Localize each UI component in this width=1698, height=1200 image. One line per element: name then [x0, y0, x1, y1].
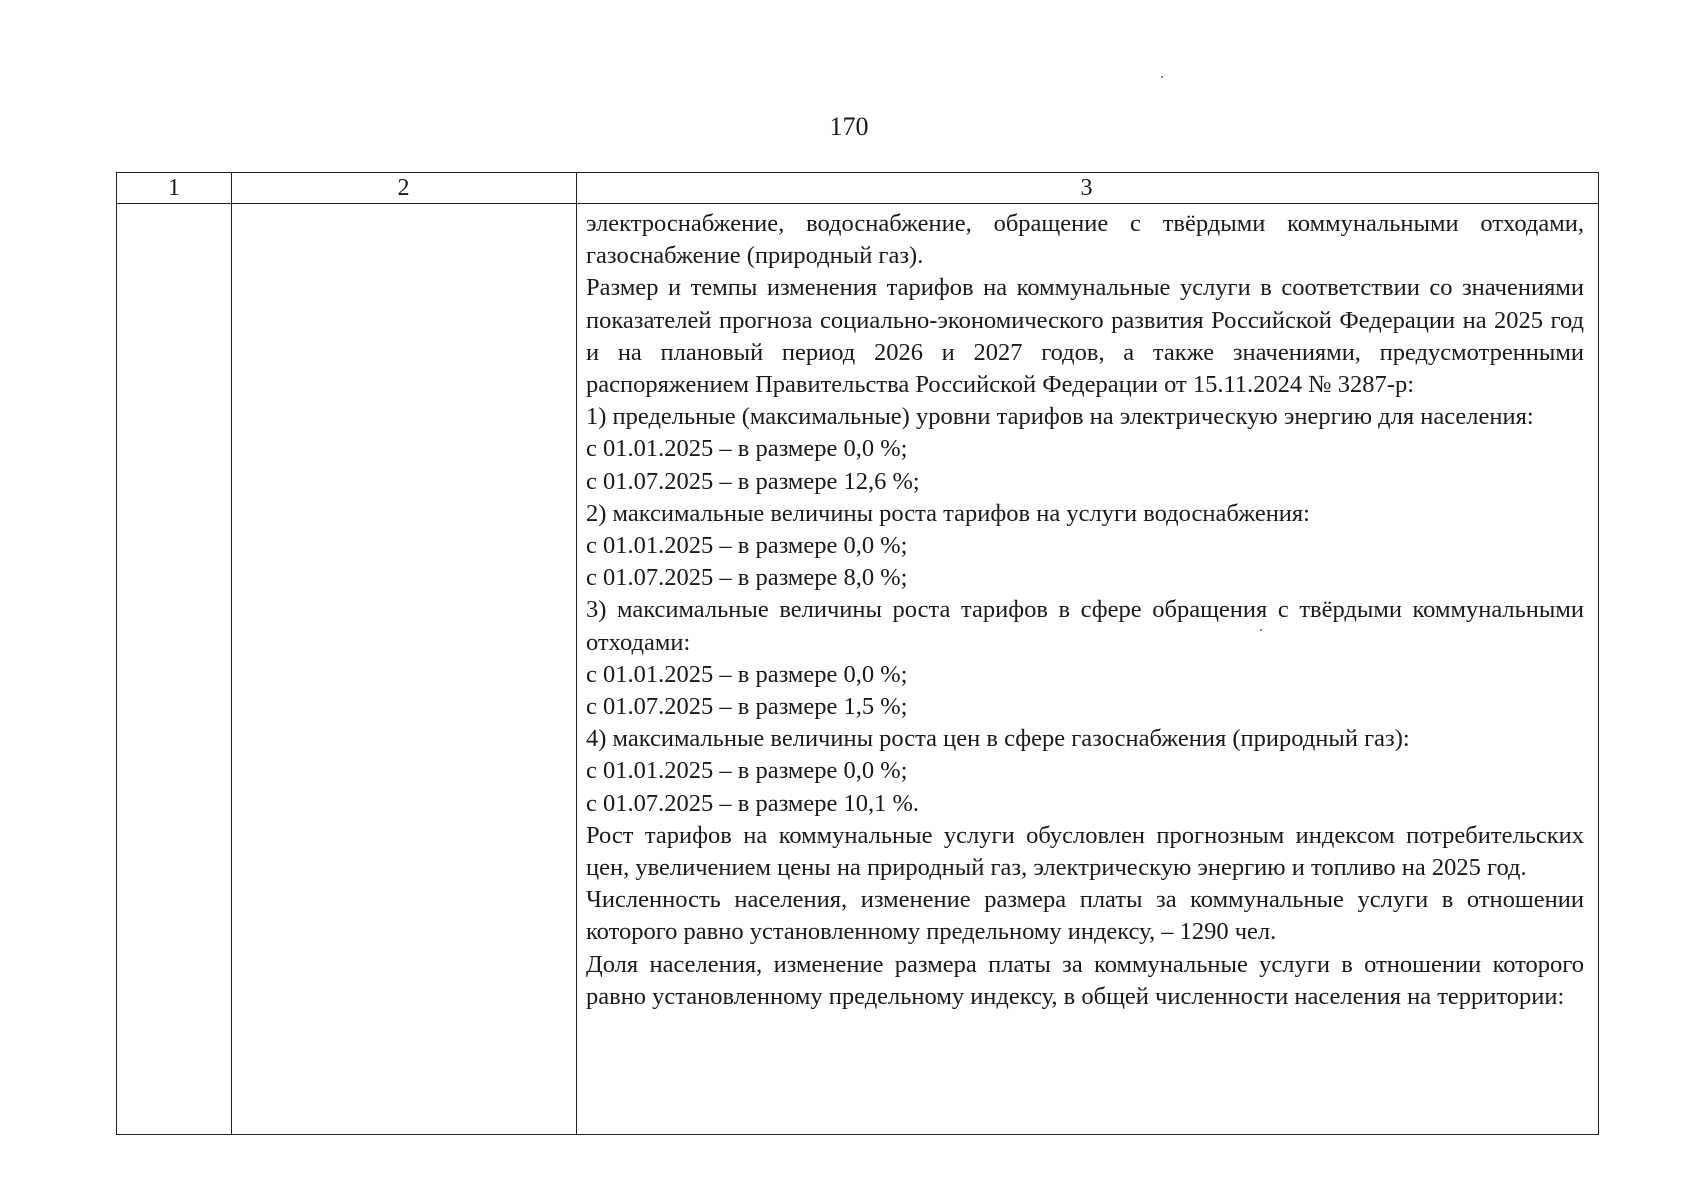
paragraph: с 01.07.2025 – в размере 8,0 %; [586, 564, 908, 592]
paragraph: Численность населения, изменение размера платы за коммунальные услуги в отношении которого равно установленному предельному индексу, – 1290 чел. [586, 886, 1584, 946]
paragraph: с 01.01.2025 – в размере 0,0 %; [586, 757, 908, 785]
paragraph: Размер и темпы изменения тарифов на коммунальные услуги в соответствии со значениями показателей прогноза социально-экономического развития Российской Федерации на 2025 год и на плановый период 2026 и 2027 годов, а также значениями, предусмотренными распоряжением Правительства Российской Федерации от 15.11.2024 № 3287-р: [586, 274, 1584, 399]
column-divider [576, 173, 577, 1134]
scan-speck [1161, 76, 1163, 78]
paragraph: 3) максимальные величины роста тарифов в сфере обращения с твёрдыми коммунальными отходами: [586, 596, 1584, 656]
paragraph: 1) предельные (максимальные) уровни тарифов на электрическую энергию для населения: [586, 403, 1534, 431]
paragraph: электроснабжение, водоснабжение, обращение с твёрдыми коммунальными отходами, газоснабжение (природный газ). [586, 210, 1584, 270]
header-divider [117, 203, 1598, 204]
paragraph: 4) максимальные величины роста цен в сфере газоснабжения (природный газ): [586, 725, 1410, 753]
paragraph: с 01.01.2025 – в размере 0,0 %; [586, 435, 908, 463]
column-3-content [586, 208, 1584, 1013]
paragraph: с 01.07.2025 – в размере 10,1 %. [586, 789, 920, 817]
paragraph: с 01.01.2025 – в размере 0,0 %; [586, 532, 908, 560]
paragraph: Доля населения, изменение размера платы за коммунальные услуги в отношении которого равно установленному предельному индексу, в общей численности населения на территории: [586, 950, 1584, 1010]
document-table [116, 172, 1599, 1135]
paragraph: с 01.07.2025 – в размере 12,6 %; [586, 467, 920, 495]
column-divider [231, 173, 232, 1134]
paragraph: с 01.01.2025 – в размере 0,0 %; [586, 660, 908, 688]
column-header-1: 1 [168, 175, 180, 201]
paragraph: Рост тарифов на коммунальные услуги обусловлен прогнозным индексом потребительских цен, увеличением цены на природный газ, электрическую энергию и топливо на 2025 год. [586, 821, 1584, 882]
paragraph: с 01.07.2025 – в размере 1,5 %; [586, 693, 908, 721]
paragraph: 2) максимальные величины роста тарифов на услуги водоснабжения: [586, 499, 1310, 527]
page-number: 170 [829, 112, 869, 141]
column-header-3: 3 [1080, 175, 1093, 201]
column-header-2: 2 [397, 175, 410, 201]
